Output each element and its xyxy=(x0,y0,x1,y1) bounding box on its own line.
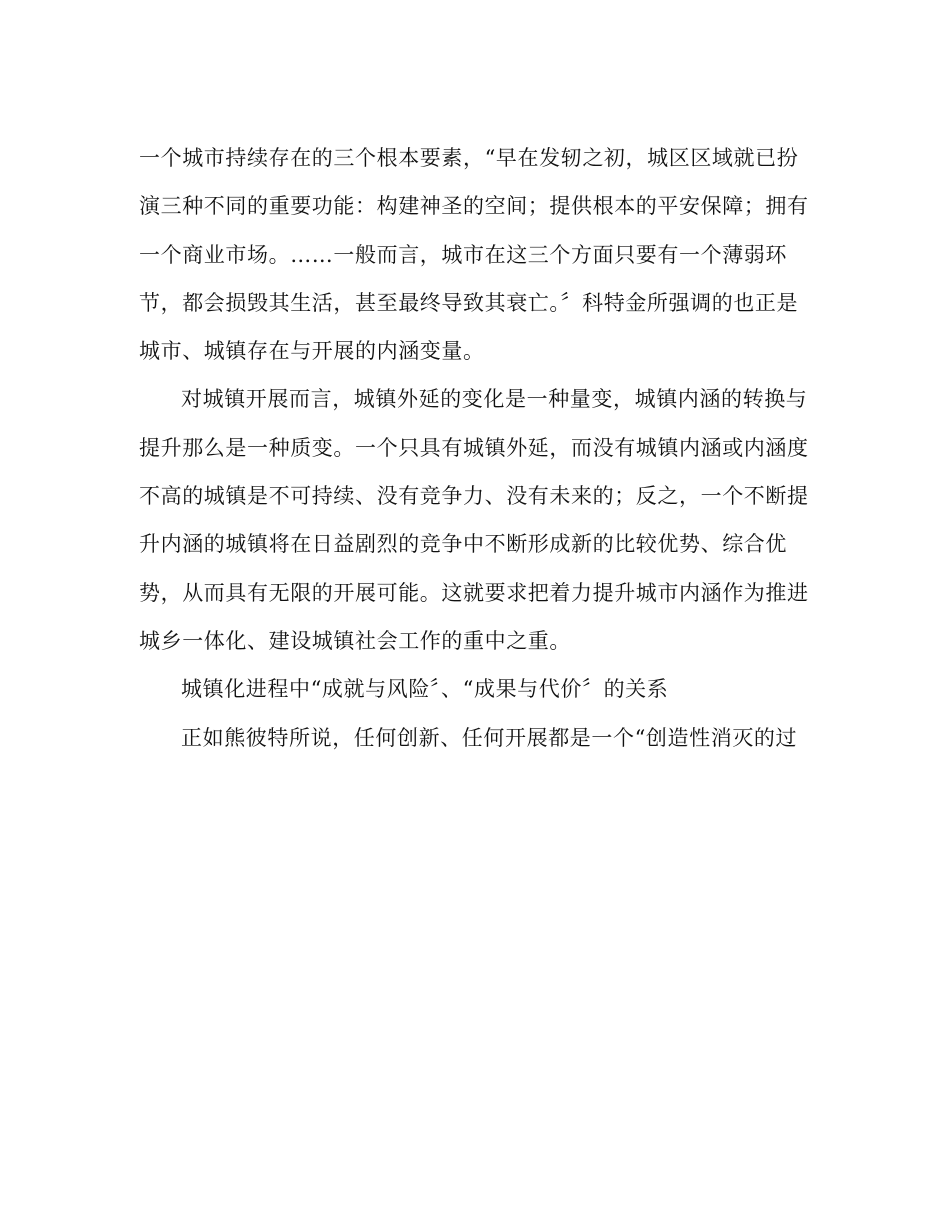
paragraph-start-line: 对城镇开展而言，城镇外延的变化是一种量变，城镇内涵的转换与 xyxy=(181,387,808,412)
text-line: 不高的城镇是不可持续、没有竞争力、没有未来的；反之，一个不断提 xyxy=(139,484,809,509)
text-line: 一个商业市场。……一般而言，城市在这三个方面只要有一个薄弱环 xyxy=(139,242,787,267)
text-line: 势，从而具有无限的开展可能。这就要求把着力提升城市内涵作为推进 xyxy=(139,580,809,605)
text-line: 城市、城镇存在与开展的内涵变量。 xyxy=(139,339,485,364)
document-body xyxy=(139,134,819,762)
text-line: 一个城市持续存在的三个根本要素，“早在发轫之初，城区区域就已扮 xyxy=(139,146,799,170)
text-line: 城乡一体化、建设城镇社会工作的重中之重。 xyxy=(139,628,571,653)
paragraph-start-line: 正如熊彼特所说，任何创新、任何开展都是一个“创造性消灭的过 xyxy=(181,725,798,750)
text-line: 提升那么是一种质变。一个只具有城镇外延，而没有城镇内涵或内涵度 xyxy=(139,435,809,460)
text-line: 节，都会损毁其生活，甚至最终导致其衰亡。〞科特金所强调的也正是 xyxy=(139,290,799,315)
text-line: 演三种不同的重要功能：构建神圣的空间；提供根本的平安保障；拥有 xyxy=(139,194,809,219)
section-heading: 城镇化进程中“成就与风险〞、“成果与代价〞的关系 xyxy=(181,677,669,702)
text-line: 升内涵的城镇将在日益剧烈的竞争中不断形成新的比较优势、综合优 xyxy=(139,532,787,557)
